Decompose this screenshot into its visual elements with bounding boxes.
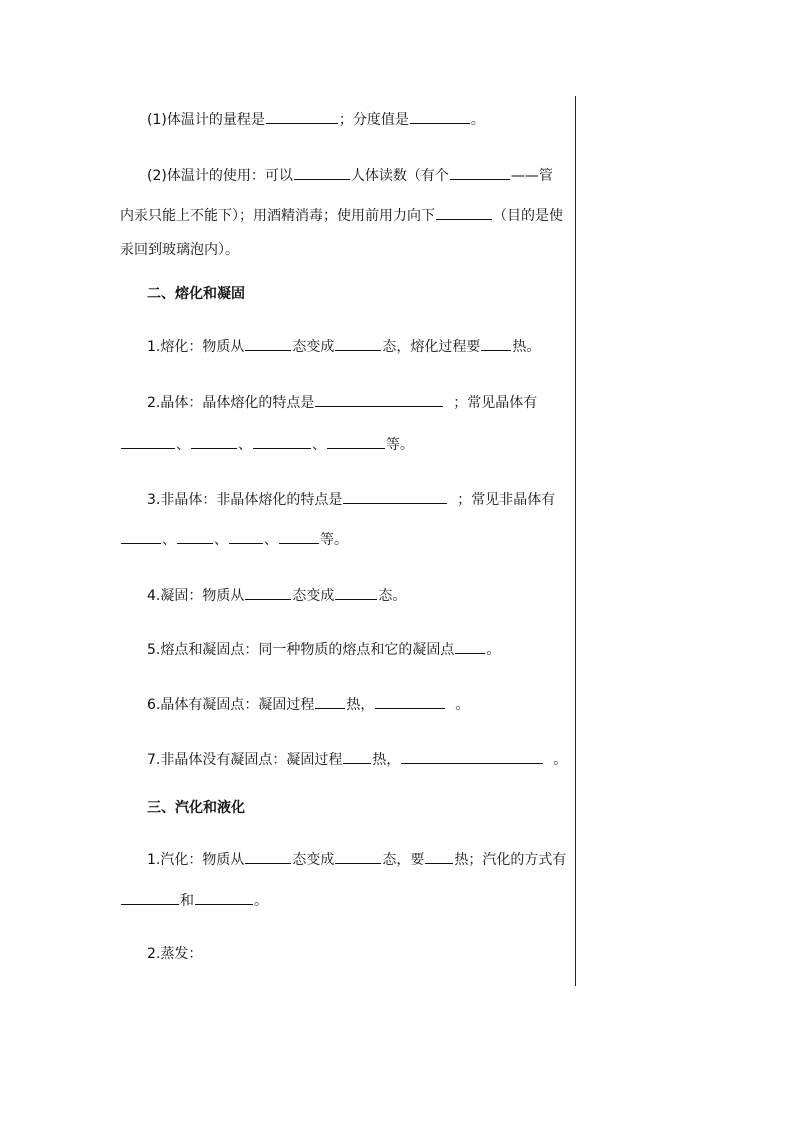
blank[interactable] [121, 528, 161, 544]
text: 1.汽化：物质从 [147, 852, 245, 868]
text: 4.凝固：物质从 [147, 588, 245, 604]
crystal-line [147, 391, 727, 413]
text: 和 [180, 893, 194, 909]
thermometer-use-line-2 [120, 204, 700, 226]
blank[interactable] [425, 848, 453, 864]
text: 态变成 [292, 339, 335, 355]
thermometer-use-line [147, 164, 727, 186]
text: 等。 [320, 532, 348, 548]
solidification-definition [147, 584, 727, 606]
blank[interactable] [121, 889, 179, 905]
amorphous-solidification-line [147, 748, 727, 770]
text: 。 [553, 752, 568, 768]
text: ——管 [510, 168, 553, 184]
text: 、 [238, 437, 252, 453]
text: 态，熔化过程要 [382, 339, 481, 355]
blank-tube-feature[interactable] [450, 164, 510, 180]
blank[interactable] [343, 488, 447, 504]
blank[interactable] [335, 584, 377, 600]
text: ；常见晶体有 [453, 395, 538, 411]
text: (2)体温计的使用：可以 [147, 168, 293, 184]
amorphous-line [147, 488, 727, 510]
text: 、 [264, 532, 278, 548]
crystal-examples-line [120, 433, 700, 455]
text: 人体读数（有个 [350, 168, 449, 184]
text: 等。 [386, 437, 414, 453]
blank[interactable] [315, 391, 443, 407]
text: 热；汽化的方式有 [454, 852, 567, 868]
section-heading-melting: 二、熔化和凝固 [147, 286, 245, 302]
blank[interactable] [401, 748, 543, 764]
text: 热。 [512, 339, 541, 355]
text: (1)体温计的量程是 [147, 112, 265, 128]
text: 态变成 [292, 588, 335, 604]
text: ；常见非晶体有 [457, 492, 556, 508]
text: 内汞只能上不能下）；用酒精消毒；使用前用力向下 [120, 208, 435, 224]
crystal-solidification-line [147, 693, 727, 715]
text: 。 [486, 642, 501, 658]
blank[interactable] [229, 528, 263, 544]
blank[interactable] [195, 889, 253, 905]
text: 6.晶体有凝固点：凝固过程 [147, 697, 315, 713]
text: 。 [470, 112, 485, 128]
text: 态，要 [382, 852, 425, 868]
section-heading-vaporization: 三、汽化和液化 [147, 800, 245, 816]
blank[interactable] [177, 528, 213, 544]
blank-leave-body[interactable] [294, 164, 350, 180]
text: 汞回到玻璃泡内）。 [120, 242, 239, 258]
text: 热， [346, 697, 375, 713]
text: 5.熔点和凝固点：同一种物质的熔点和它的凝固点 [147, 642, 455, 658]
text: 。 [455, 697, 470, 713]
blank[interactable] [253, 433, 311, 449]
blank[interactable] [455, 638, 485, 654]
text: ；分度值是 [338, 112, 409, 128]
text: 3.非晶体：非晶体熔化的特点是 [147, 492, 343, 508]
blank-range[interactable] [266, 108, 338, 124]
blank[interactable] [191, 433, 237, 449]
text: 态。 [378, 588, 407, 604]
text: 2.蒸发： [147, 946, 203, 962]
vaporization-methods-line [120, 889, 700, 911]
blank[interactable] [245, 848, 291, 864]
blank[interactable] [335, 848, 381, 864]
text: 、 [162, 532, 176, 548]
blank[interactable] [335, 335, 381, 351]
blank[interactable] [481, 335, 511, 351]
blank-division[interactable] [410, 108, 470, 124]
vaporization-definition [147, 848, 727, 870]
text: 2.晶体：晶体熔化的特点是 [147, 395, 315, 411]
blank[interactable] [375, 693, 445, 709]
blank[interactable] [327, 433, 385, 449]
text: 、 [176, 437, 190, 453]
text: 1.熔化：物质从 [147, 339, 245, 355]
text: （目的是使 [493, 208, 563, 224]
blank[interactable] [245, 584, 291, 600]
melting-point-line [147, 638, 727, 660]
blank[interactable] [315, 693, 345, 709]
blank[interactable] [343, 748, 371, 764]
thermometer-use-line-3 [120, 240, 700, 260]
blank[interactable] [279, 528, 319, 544]
blank-shake[interactable] [436, 204, 492, 220]
text: 。 [254, 893, 268, 909]
text: 7.非晶体没有凝固点：凝固过程 [147, 752, 343, 768]
amorphous-examples-line [120, 528, 700, 550]
text: 态变成 [292, 852, 335, 868]
evaporation-heading [147, 944, 727, 964]
blank[interactable] [245, 335, 291, 351]
thermometer-range-line [147, 108, 727, 130]
text: 、 [214, 532, 228, 548]
text: 、 [312, 437, 326, 453]
melting-definition [147, 335, 727, 357]
text: 热， [372, 752, 401, 768]
blank[interactable] [121, 433, 175, 449]
